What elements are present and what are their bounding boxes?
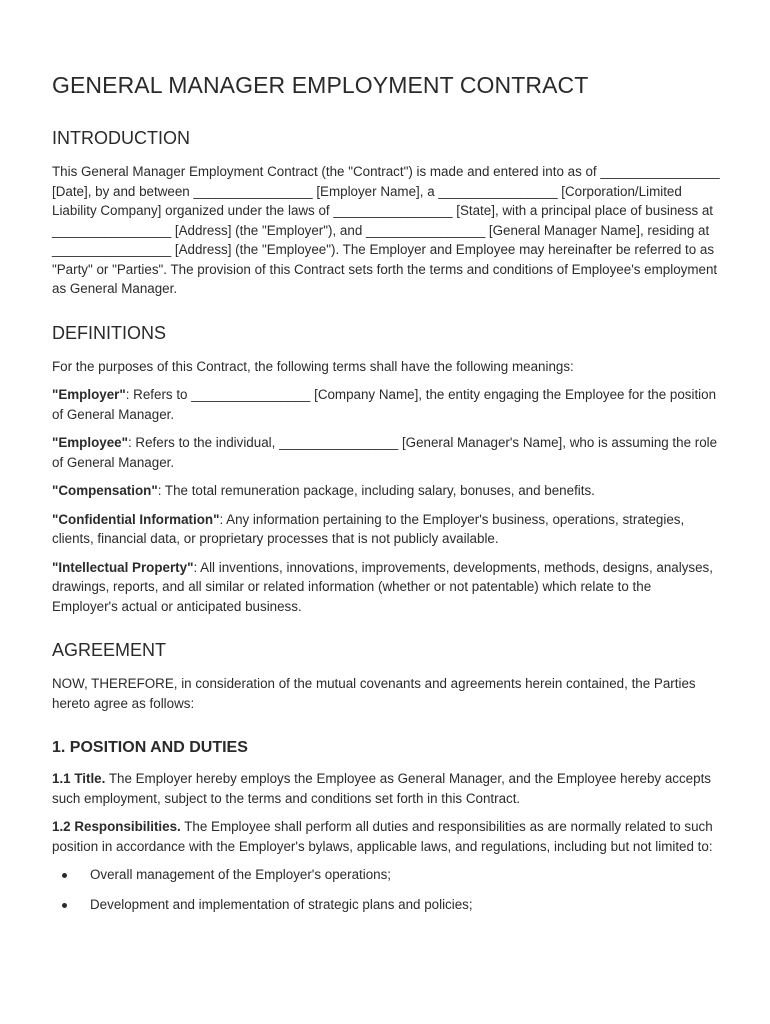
position-duties-heading: 1. POSITION AND DUTIES [52,739,248,756]
list-item [52,895,720,915]
definition-term: "Compensation" [52,483,158,498]
list-item-text: Overall management of the Employer's operations; [90,867,392,882]
definition-term: "Intellectual Property" [52,559,194,575]
responsibilities-list [52,865,720,914]
clause-text: The Employer hereby employs the Employee as General Manager, and the Employee hereby accepts such employment, subject to the terms and conditions set forth in this Contract. [52,771,711,806]
definitions-section [52,321,720,617]
introduction-section [52,126,720,299]
definition-employee [52,433,720,472]
definition-intellectual-property [52,558,720,617]
agreement-section [52,638,720,713]
definition-employer [52,385,720,424]
definition-text: : Any information pertaining to the Employer's business, operations, strategies, clients, financial data, or proprietary processes that is not publicly available. [52,511,685,546]
definition-compensation [52,481,720,501]
list-item [52,865,720,885]
introduction-paragraph: This General Manager Employment Contract (the "Contract") is made and entered into as of ________________ [Date], by and between ________________ [Employer Name], a ________________ [Corporation/Limited Liability Company] organized under the laws of ________________ [State], with a principal place of business at ________________ [Address] (the "Employer"), and ________________ [General Manager Name], residing at ________________ [Address] (the "Employee"). The Employer and Employee may hereinafter be referred to as "Party" or "Parties". The provision of this Contract sets forth the terms and conditions of Employee's employment as General Manager. [52,164,720,296]
bullet-icon [62,873,67,878]
document-page [52,70,720,924]
list-item-text: Development and implementation of strategic plans and policies; [90,896,473,912]
definitions-heading: DEFINITIONS [52,322,167,343]
agreement-paragraph: NOW, THEREFORE, in consideration of the mutual covenants and agreements herein contained, the Parties hereto agree as follows: [52,676,696,711]
clause-title [52,769,720,808]
position-duties-section [52,737,720,914]
clause-label: 1.2 Responsibilities. [52,819,181,834]
definition-term: "Employer" [52,387,126,402]
definition-text: : Refers to ________________ [Company Name], the entity engaging the Employee for the position of General Manager. [52,387,717,422]
introduction-heading: INTRODUCTION [52,128,190,148]
definition-text: : Refers to the individual, ________________ [General Manager's Name], who is assuming the role of General Manager. [52,435,718,470]
definitions-intro: For the purposes of this Contract, the following terms shall have the following meanings: [52,358,574,374]
document-title: GENERAL MANAGER EMPLOYMENT CONTRACT [52,72,589,98]
definition-text: : All inventions, innovations, improvements, developments, methods, designs, analyses, drawings, reports, and all similar or related information (whether or not patentable) which relate to the Employer's actual or anticipated business. [52,559,713,614]
clause-responsibilities [52,817,720,856]
agreement-heading: AGREEMENT [52,640,167,660]
clause-label: 1.1 Title. [52,771,106,786]
definition-term: "Employee" [52,435,128,450]
definition-text: : The total remuneration package, including salary, bonuses, and benefits. [157,483,595,498]
clause-text: The Employee shall perform all duties and responsibilities as are normally related to such position in accordance with the Employer's bylaws, applicable laws, and regulations, including but not limited to: [52,819,713,854]
definition-confidential-information [52,510,720,549]
definition-term: "Confidential Information" [52,511,220,527]
bullet-icon [62,903,67,908]
